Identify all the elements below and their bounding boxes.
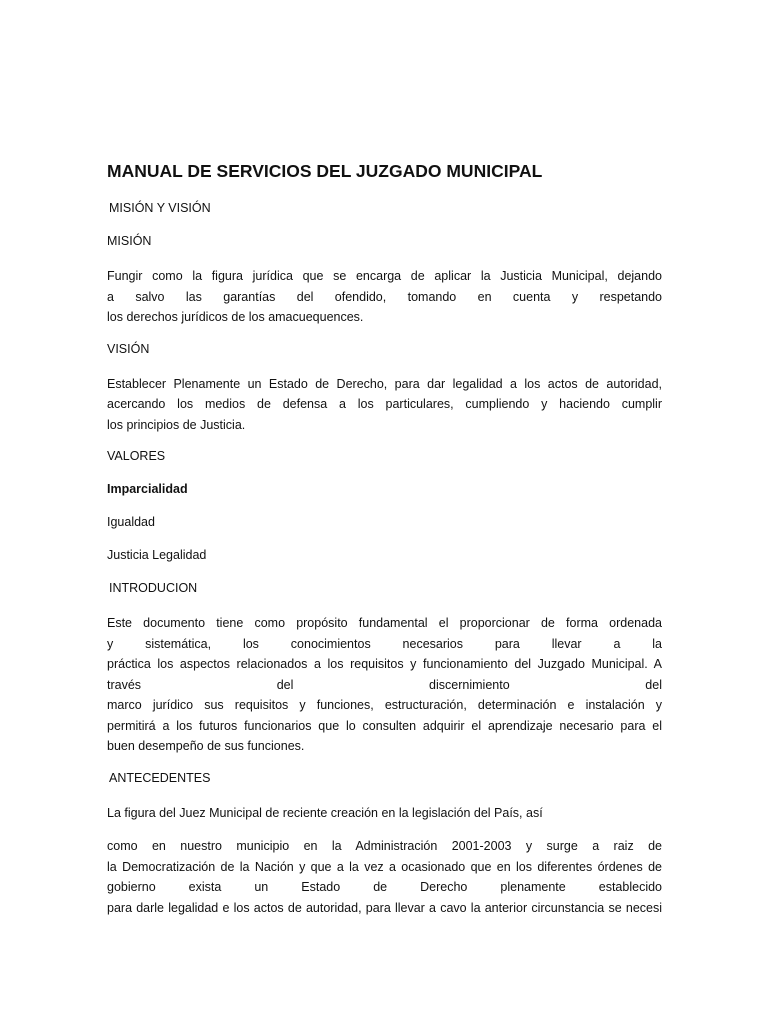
antecedentes-heading: ANTECEDENTES bbox=[109, 770, 211, 785]
introduccion-line: buen desempeño de sus funciones. bbox=[107, 739, 305, 753]
introduccion-line: Este documento tiene como propósito fundamental el proporcionar de forma ordenada bbox=[107, 616, 662, 630]
introduccion-line: y sistemática, los conocimientos necesarios para llevar a la bbox=[107, 636, 662, 651]
antecedentes-intro-paragraph bbox=[107, 803, 662, 824]
mision-vision-heading: MISIÓN Y VISIÓN bbox=[109, 201, 211, 215]
mision-line: los derechos jurídicos de los amacuequences. bbox=[107, 310, 364, 324]
vision-heading: VISIÓN bbox=[107, 341, 150, 356]
antecedentes-line: La figura del Juez Municipal de reciente creación en la legislación del País, así bbox=[107, 805, 543, 820]
vision-line: acercando los medios de defensa a los particulares, cumpliendo y haciendo cumplir bbox=[107, 397, 662, 411]
valor-item: Imparcialidad bbox=[107, 482, 188, 496]
antecedentes-line: gobierno exista un Estado de Derecho plenamente establecido bbox=[107, 880, 662, 894]
introduccion-line: marco jurídico sus requisitos y funciones, estructuración, determinación e instalación y bbox=[107, 698, 662, 712]
vision-line: Establecer Plenamente un Estado de Derecho, para dar legalidad a los actos de autoridad, bbox=[107, 376, 662, 391]
mision-line: Fungir como la figura jurídica que se encarga de aplicar la Justicia Municipal, dejando bbox=[107, 269, 662, 283]
introduccion-line: permitirá a los futuros funcionarios que lo consulten adquirir el aprendizaje necesario para el bbox=[107, 718, 662, 733]
introduccion-line: práctica los aspectos relacionados a los requisitos y funcionamiento del Juzgado Municipal. A bbox=[107, 657, 662, 671]
vision-paragraph bbox=[107, 374, 662, 436]
antecedentes-line: la Democratización de la Nación y que a la vez a ocasionado que en los diferentes órdenes de bbox=[107, 859, 662, 874]
valor-item: Igualdad bbox=[107, 515, 155, 529]
valor-item: Justicia Legalidad bbox=[107, 548, 207, 562]
introduccion-paragraph bbox=[107, 613, 662, 757]
mision-paragraph bbox=[107, 266, 662, 328]
document-title: MANUAL DE SERVICIOS DEL JUZGADO MUNICIPAL bbox=[107, 161, 543, 181]
valores-heading: VALORES bbox=[107, 449, 166, 463]
introduccion-line: través del discernimiento del bbox=[107, 677, 662, 692]
introduccion-heading: INTRODUCION bbox=[109, 581, 198, 595]
mision-line: a salvo las garantías del ofendido, tomando en cuenta y respetando bbox=[107, 289, 662, 304]
mision-heading: MISIÓN bbox=[107, 234, 152, 248]
antecedentes-paragraph bbox=[107, 836, 662, 918]
document-body bbox=[107, 160, 662, 931]
antecedentes-line: para darle legalidad e los actos de autoridad, para llevar a cavo la anterior circunstancia se necesi bbox=[107, 900, 662, 915]
antecedentes-line: como en nuestro municipio en la Administración 2001-2003 y surge a raiz de bbox=[107, 839, 662, 853]
vision-line: los principios de Justicia. bbox=[107, 417, 246, 432]
